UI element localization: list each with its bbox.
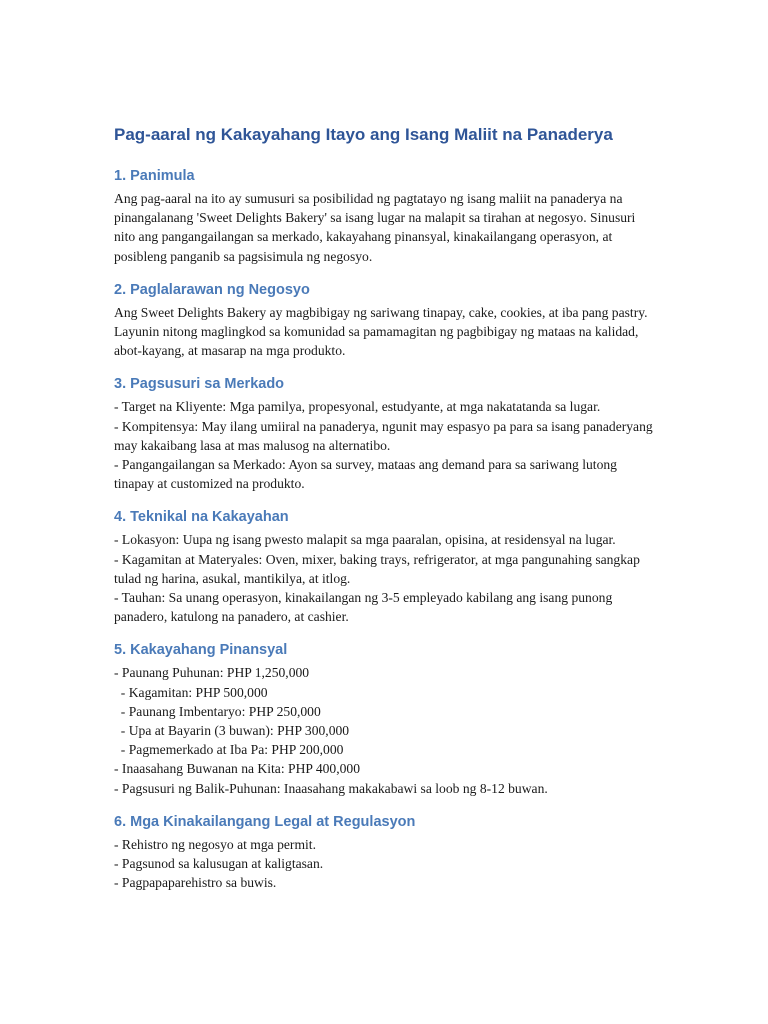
list-item: - Kagamitan: PHP 500,000 (114, 684, 268, 700)
document-page (114, 122, 654, 905)
section-teknikal (114, 506, 654, 626)
section-pinansyal (114, 639, 654, 797)
list-item: - Rehistro ng negosyo at mga permit. (114, 836, 316, 852)
section-heading: 6. Mga Kinakailangang Legal at Regulasyon (114, 813, 416, 830)
list-item: - Pangangailangan sa Merkado: Ayon sa survey, mataas ang demand para sa sariwang lutong tinapay at customized na produkto. (114, 457, 617, 492)
bullet-list (114, 530, 654, 626)
list-item: - Pagsusuri ng Balik-Puhunan: Inaasahang makakabawi sa loob ng 8-12 buwan. (114, 780, 548, 796)
list-item: - Tauhan: Sa unang operasyon, kinakailangan ng 3-5 empleyado kabilang ang isang punong panadero, katulong na panadero, at cashier. (114, 590, 613, 625)
list-item: - Kagamitan at Materyales: Oven, mixer, baking trays, refrigerator, at mga pangunahing sangkap tulad ng harina, asukal, mantikilya, at itlog. (114, 551, 640, 586)
list-item: - Target na Kliyente: Mga pamilya, propesyonal, estudyante, at mga nakatatanda sa lugar. (114, 399, 601, 415)
section-legal (114, 811, 654, 893)
list-item: - Kompitensya: May ilang umiiral na panaderya, ngunit may espasyo pa para sa isang panaderyang may kakaibang lasa at mas malusog na alternatibo. (114, 418, 653, 453)
bullet-list (114, 397, 654, 493)
section-heading: 4. Teknikal na Kakayahan (114, 509, 289, 526)
list-item: - Lokasyon: Uupa ng isang pwesto malapit sa mga paaralan, opisina, at residensyal na lugar. (114, 532, 616, 548)
list-item: - Pagpapaparehistro sa buwis. (114, 875, 277, 891)
section-heading: 3. Pagsusuri sa Merkado (114, 376, 285, 393)
section-pagsusuri-merkado (114, 373, 654, 493)
bullet-list (114, 663, 654, 797)
section-paglalarawan (114, 279, 654, 361)
list-item: - Paunang Puhunan: PHP 1,250,000 (114, 665, 310, 681)
list-item: - Inaasahang Buwanan na Kita: PHP 400,000 (114, 761, 361, 777)
section-paragraph: Ang Sweet Delights Bakery ay magbibigay ng sariwang tinapay, cake, cookies, at iba pang pastry. Layunin nitong maglingkod sa komunidad sa pamamagitan ng pagbibigay ng mataas na kalidad, abot-kayang, at masarap na mga produkto. (114, 304, 648, 359)
list-item: - Pagsunod sa kalusugan at kaligtasan. (114, 856, 324, 872)
list-item: - Pagmemerkado at Iba Pa: PHP 200,000 (114, 742, 344, 758)
bullet-list (114, 835, 654, 893)
section-heading: 2. Paglalarawan ng Negosyo (114, 281, 310, 298)
list-item: - Paunang Imbentaryo: PHP 250,000 (114, 703, 321, 719)
section-heading: 5. Kakayahang Pinansyal (114, 642, 288, 659)
section-heading: 1. Panimula (114, 168, 195, 184)
section-paragraph: Ang pag-aaral na ito ay sumusuri sa posibilidad ng pagtatayo ng isang maliit na panaderya na pinangalanang 'Sweet Delights Bakery' sa isang lugar na malapit sa tirahan at negosyo. Sinusuri nito ang pangangailangan sa merkado, kakayahang pinansyal, kinakailangang operasyon, at posibleng panganib sa pagsisimula ng negosyo. (114, 191, 636, 264)
document-title: Pag-aaral ng Kakayahang Itayo ang Isang Maliit na Panaderya (114, 125, 613, 144)
list-item: - Upa at Bayarin (3 buwan): PHP 300,000 (114, 723, 350, 739)
section-panimula (114, 165, 654, 266)
